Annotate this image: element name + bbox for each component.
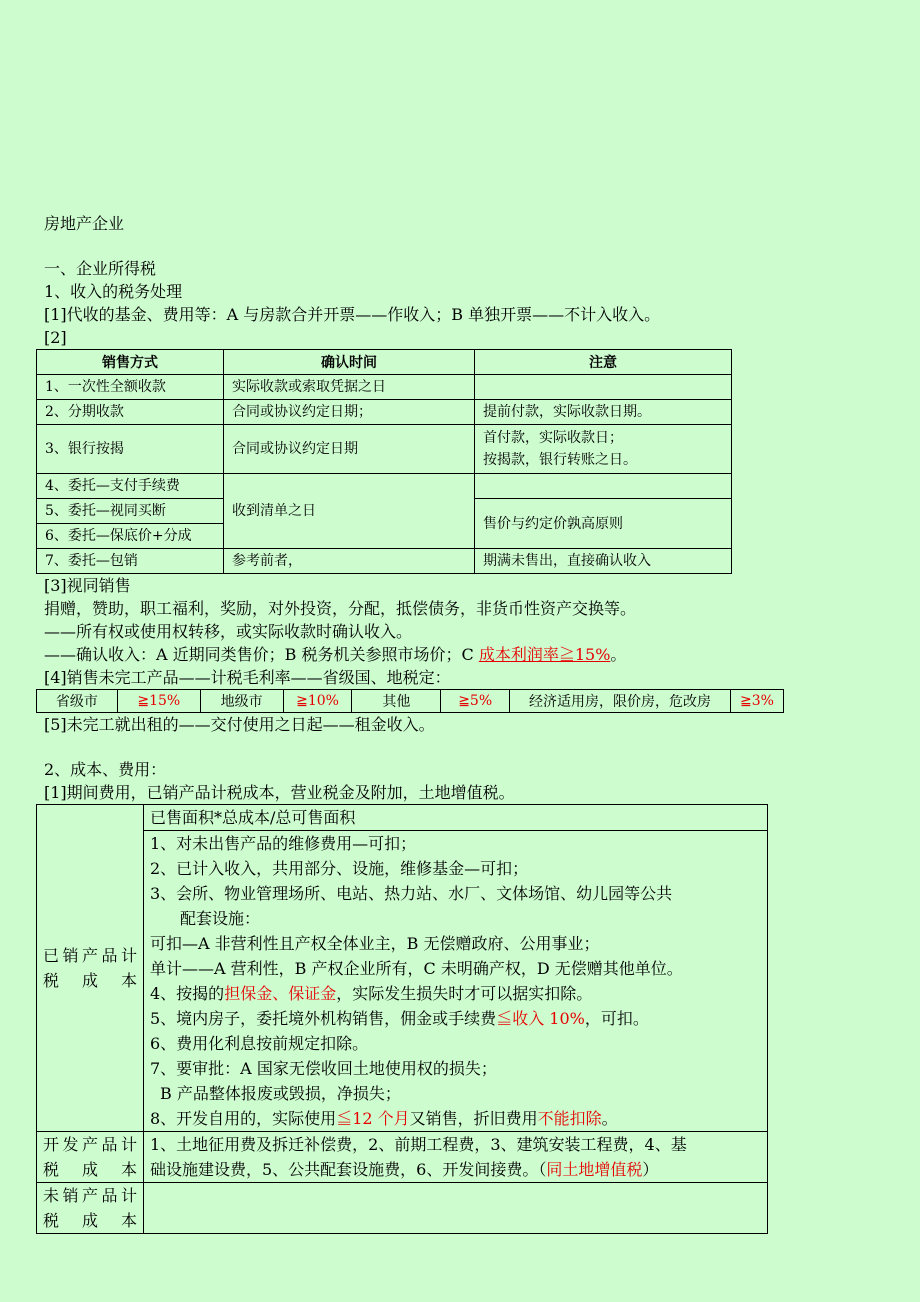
section-heading: 一、企业所得税: [44, 259, 157, 278]
table-cell: 1、一次性全额收款: [37, 375, 224, 400]
paragraph: [5]未完工就出租的——交付使用之日起——租金收入。: [44, 715, 435, 734]
gross-margin-table: [36, 689, 784, 713]
table-cell: 4、委托—支付手续费: [37, 474, 224, 499]
table-cell: [475, 375, 732, 400]
text-run: 。: [601, 1109, 618, 1128]
table-cell: 地级市: [200, 690, 283, 713]
row-label: 未销产品计税成本: [37, 1183, 144, 1234]
table-cell: [144, 1132, 768, 1183]
subsection-heading: 2、成本、费用：: [44, 760, 167, 779]
text-run: ——确认收入：A 近期同类售价；B 税务机关参照市场价；C: [44, 645, 479, 664]
table-cell: 7、委托—包销: [37, 549, 224, 574]
table-cell: 5、委托—视同买断: [37, 499, 224, 524]
table-row: [37, 690, 784, 713]
subsection-heading: 1、收入的税务处理: [44, 282, 183, 301]
cell-line: 3、会所、物业管理场所、电站、热力站、水厂、文体场馆、幼儿园等公共: [150, 884, 673, 903]
highlight-text: 担保金、保证金: [224, 984, 337, 1003]
table-cell: 售价与约定价孰高原则: [475, 499, 732, 549]
table-cell: [144, 1183, 768, 1234]
text-run: ，可扣。: [584, 1009, 649, 1028]
paragraph: 捐赠，赞助，职工福利，奖励，对外投资，分配，抵偿债务，非货币性资产交换等。: [44, 599, 637, 618]
table-cell: 提前付款，实际收款日期。: [475, 400, 732, 425]
cell-line: [150, 1157, 761, 1182]
highlight-text: 成本利润率≧15%: [478, 645, 611, 664]
table-cell: 其他: [352, 690, 441, 713]
cell-line: [150, 981, 761, 1006]
table-cell: [475, 425, 732, 474]
highlight-text: 不能扣除: [537, 1109, 602, 1128]
row-label: 开发产品计税成本: [37, 1132, 144, 1183]
table-cell: ≧15%: [117, 690, 200, 713]
paragraph: [2]: [44, 328, 67, 347]
text-run: 。: [610, 645, 627, 664]
table-row: [37, 400, 732, 425]
text-run: 5、境内房子，委托境外机构销售，佣金或手续费: [150, 1009, 497, 1028]
table-cell: 参考前者，: [224, 549, 475, 574]
sales-method-table: [36, 349, 732, 574]
row-label: 已销产品计税成本: [37, 805, 144, 1132]
table-row: [37, 474, 732, 499]
document: [44, 212, 784, 1234]
table-row: [37, 1183, 768, 1234]
table-row: [37, 805, 768, 831]
cell-line: [150, 1006, 761, 1031]
cell-line: 6、费用化利息按前规定扣除。: [150, 1034, 369, 1053]
highlight-text: 同土地增值税: [546, 1160, 643, 1179]
table-cell: 收到清单之日: [224, 474, 475, 549]
table-cell: 2、分期收款: [37, 400, 224, 425]
paragraph: [1]代收的基金、费用等：A 与房款合并开票——作收入；B 单独开票——不计入收入。: [44, 305, 661, 324]
text-run: 4、按揭的: [150, 984, 225, 1003]
cell-line: 7、要审批：A 国家无偿收回土地使用权的损失；: [150, 1059, 497, 1078]
table-cell: 已售面积*总成本/总可售面积: [144, 805, 768, 831]
table-cell: [144, 831, 768, 1132]
table-row: [37, 1132, 768, 1183]
highlight-text: ≦12 个月: [336, 1109, 410, 1128]
text-run: 又销售，折旧费用: [409, 1109, 538, 1128]
table-row: [37, 549, 732, 574]
cell-line: 按揭款，银行转账之日。: [483, 452, 637, 468]
text-run: 8、开发自用的，实际使用: [150, 1109, 337, 1128]
paragraph: [44, 643, 784, 666]
highlight-text: ≦收入 10%: [496, 1009, 585, 1028]
table-cell: 实际收款或索取凭据之日: [224, 375, 475, 400]
cell-line: B 产品整体报废或毁损，净损失；: [160, 1084, 401, 1103]
table-cell: ≧3%: [730, 690, 783, 713]
table-row: [37, 375, 732, 400]
table-cell: 3、银行按揭: [37, 425, 224, 474]
table-cell: 期满未售出，直接确认收入: [475, 549, 732, 574]
doc-title: 房地产企业: [44, 214, 125, 233]
cell-line: 单计——A 营利性，B 产权企业所有，C 未明确产权，D 无偿赠其他单位。: [150, 959, 683, 978]
cell-line: 可扣—A 非营利性且产权全体业主，B 无偿赠政府、公用事业；: [150, 934, 600, 953]
table-cell: ≧10%: [283, 690, 352, 713]
table-cell: 经济适用房，限价房，危改房: [510, 690, 731, 713]
cell-line: 2、已计入收入，共用部分、设施，维修基金—可扣；: [150, 859, 529, 878]
table-header: 确认时间: [224, 350, 475, 375]
cost-table: [36, 804, 768, 1234]
paragraph: [3]视同销售: [44, 576, 131, 595]
table-cell: 6、委托—保底价+分成: [37, 524, 224, 549]
table-cell: 合同或协议约定日期；: [224, 400, 475, 425]
table-header: 注意: [475, 350, 732, 375]
paragraph: [1]期间费用，已销产品计税成本，营业税金及附加，土地增值税。: [44, 783, 515, 802]
text-run: 础设施建设费，5、公共配套设施费，6、开发间接费。（: [150, 1160, 547, 1179]
text-run: ，实际发生损失时才可以据实扣除。: [336, 984, 593, 1003]
cell-line: 1、土地征用费及拆迁补偿费，2、前期工程费，3、建筑安装工程费，4、基: [150, 1135, 687, 1154]
table-header: 销售方式: [37, 350, 224, 375]
cell-line: 首付款，实际收款日；: [483, 430, 623, 446]
text-run: ）: [642, 1160, 659, 1179]
table-row: [37, 425, 732, 474]
cell-line: 配套设施：: [180, 909, 261, 928]
cell-line: 1、对未出售产品的维修费用—可扣；: [150, 834, 417, 853]
table-cell: 省级市: [37, 690, 118, 713]
table-cell: [475, 474, 732, 499]
table-row: [37, 831, 768, 1132]
table-cell: ≧5%: [441, 690, 510, 713]
paragraph: [4]销售未完工产品——计税毛利率——省级国、地税定：: [44, 668, 451, 687]
paragraph: ——所有权或使用权转移，或实际收款时确认收入。: [44, 622, 413, 641]
table-cell: 合同或协议约定日期: [224, 425, 475, 474]
cell-line: [150, 1106, 761, 1131]
